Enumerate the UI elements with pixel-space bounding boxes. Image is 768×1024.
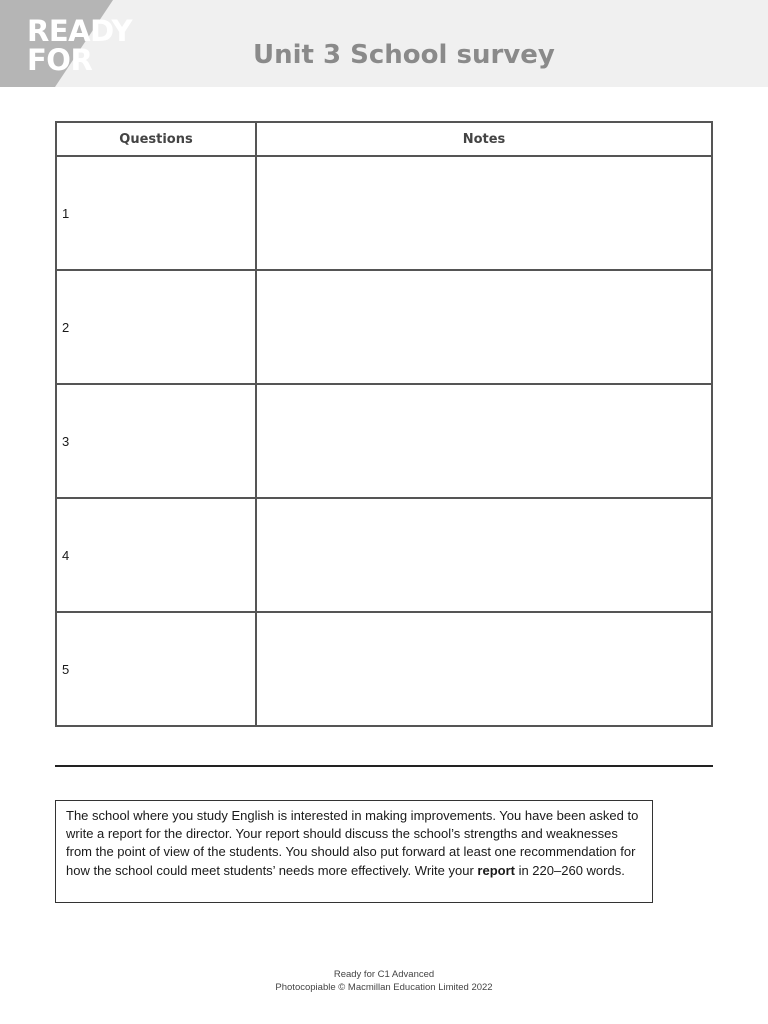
question-cell[interactable]: 1 <box>56 156 256 270</box>
table-row <box>56 384 712 498</box>
table-row <box>56 270 712 384</box>
notes-cell[interactable] <box>256 270 712 384</box>
question-cell[interactable]: 2 <box>56 270 256 384</box>
survey-table <box>55 121 713 727</box>
task-text-after: in 220–260 words. <box>514 862 625 878</box>
question-cell[interactable]: 4 <box>56 498 256 612</box>
logo-line-1: READY <box>27 14 133 48</box>
logo-graphic <box>0 0 140 87</box>
table-row <box>56 498 712 612</box>
section-divider <box>55 765 713 767</box>
column-header-questions: Questions <box>56 122 256 156</box>
task-text-before: The school where you study English is interested in making improvements. You have been asked to write a report for the director. Your report should discuss the school’s strengths and weaknesses from the point of view of the students. You should also put forward at least one recommendation for how the school could meet students’ needs more effectively. Write your <box>66 808 639 878</box>
column-header-notes: Notes <box>256 122 712 156</box>
notes-cell[interactable] <box>256 612 712 726</box>
task-bold-word: report <box>477 862 515 878</box>
notes-cell[interactable] <box>256 498 712 612</box>
footer-copyright: Photocopiable © Macmillan Education Limited 2022 <box>275 982 493 993</box>
page-footer <box>0 968 768 994</box>
notes-cell[interactable] <box>256 384 712 498</box>
notes-cell[interactable] <box>256 156 712 270</box>
task-instructions-box <box>55 800 653 903</box>
ready-for-logo <box>0 0 140 87</box>
page-title: Unit 3 School survey <box>253 40 555 70</box>
footer-book-title: Ready for C1 Advanced <box>333 969 435 980</box>
question-cell[interactable]: 3 <box>56 384 256 498</box>
table-row <box>56 612 712 726</box>
question-cell[interactable]: 5 <box>56 612 256 726</box>
table-row <box>56 156 712 270</box>
table-header-row <box>56 122 712 156</box>
logo-line-2: FOR <box>27 43 93 77</box>
